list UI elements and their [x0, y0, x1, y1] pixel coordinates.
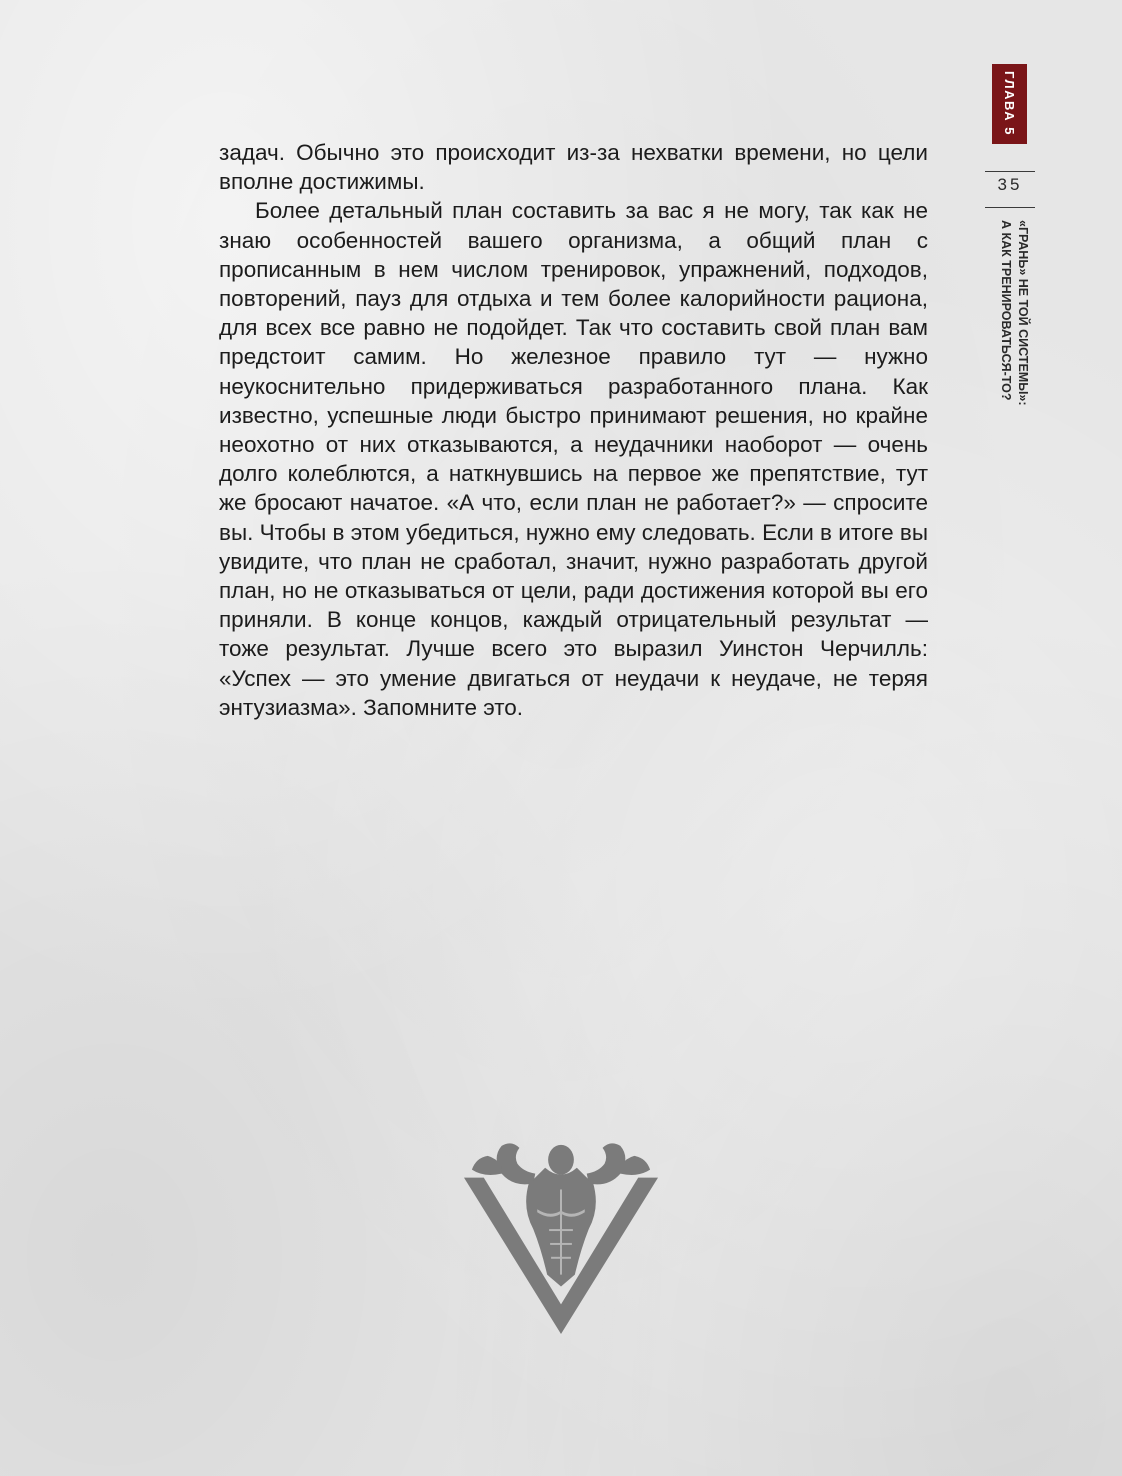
bodybuilder-emblem-icon [462, 1138, 660, 1336]
chapter-tab [992, 64, 1027, 144]
paragraph-main: Более детальный план составить за вас я не могу, так как не знаю особенностей вашего организма, а общий план с прописанным в нем числом тренировок, упражнений, подходов, повторений, пауз для отдыха и тем более калорийности рациона, для всех все равно не подойдет. Так что составить свой план вам предстоит самим. Но железное правило тут — нужно неукоснительно придерживаться разработанного плана. Как известно, успешные люди быстро принимают решения, но крайне неохотно от них отказываются, а неудачники наоборот — очень долго колеблются, а наткнувшись на первое же препятствие, тут же бросают начатое. «А что, если план не работает?» — спросите вы. Чтобы в этом убедиться, нужно ему следовать. Если в итоге вы увидите, что план не сработал, значит, нужно разработать другой план, но не отказываться от цели, ради достижения которой вы его приняли. В конце концов, каждый отрицательный результат — тоже результат. Лучше всего это выразил Уинстон Черчилль: «Успех — это умение двигаться от неудачи к неудаче, не теряя энтузиазма». Запомните это. [219, 198, 928, 720]
page-number: 35 [997, 175, 1023, 194]
running-head-line-2: А КАК ТРЕНИРОВАТЬСЯ-ТО? [999, 220, 1013, 401]
body-text [219, 138, 928, 722]
paragraph-continued: задач. Обычно это происходит из-за нехватки времени, но цели вполне достижимы. [219, 140, 928, 195]
page-number-rule-bottom [985, 207, 1035, 208]
running-head [991, 220, 1031, 440]
page-number-rule-top [985, 171, 1035, 172]
running-head-line-1: «ГРАНЬ» НЕ ТОЙ СИСТЕМЫ»: [1016, 220, 1030, 406]
chapter-label: ГЛАВА 5 [1002, 71, 1017, 137]
